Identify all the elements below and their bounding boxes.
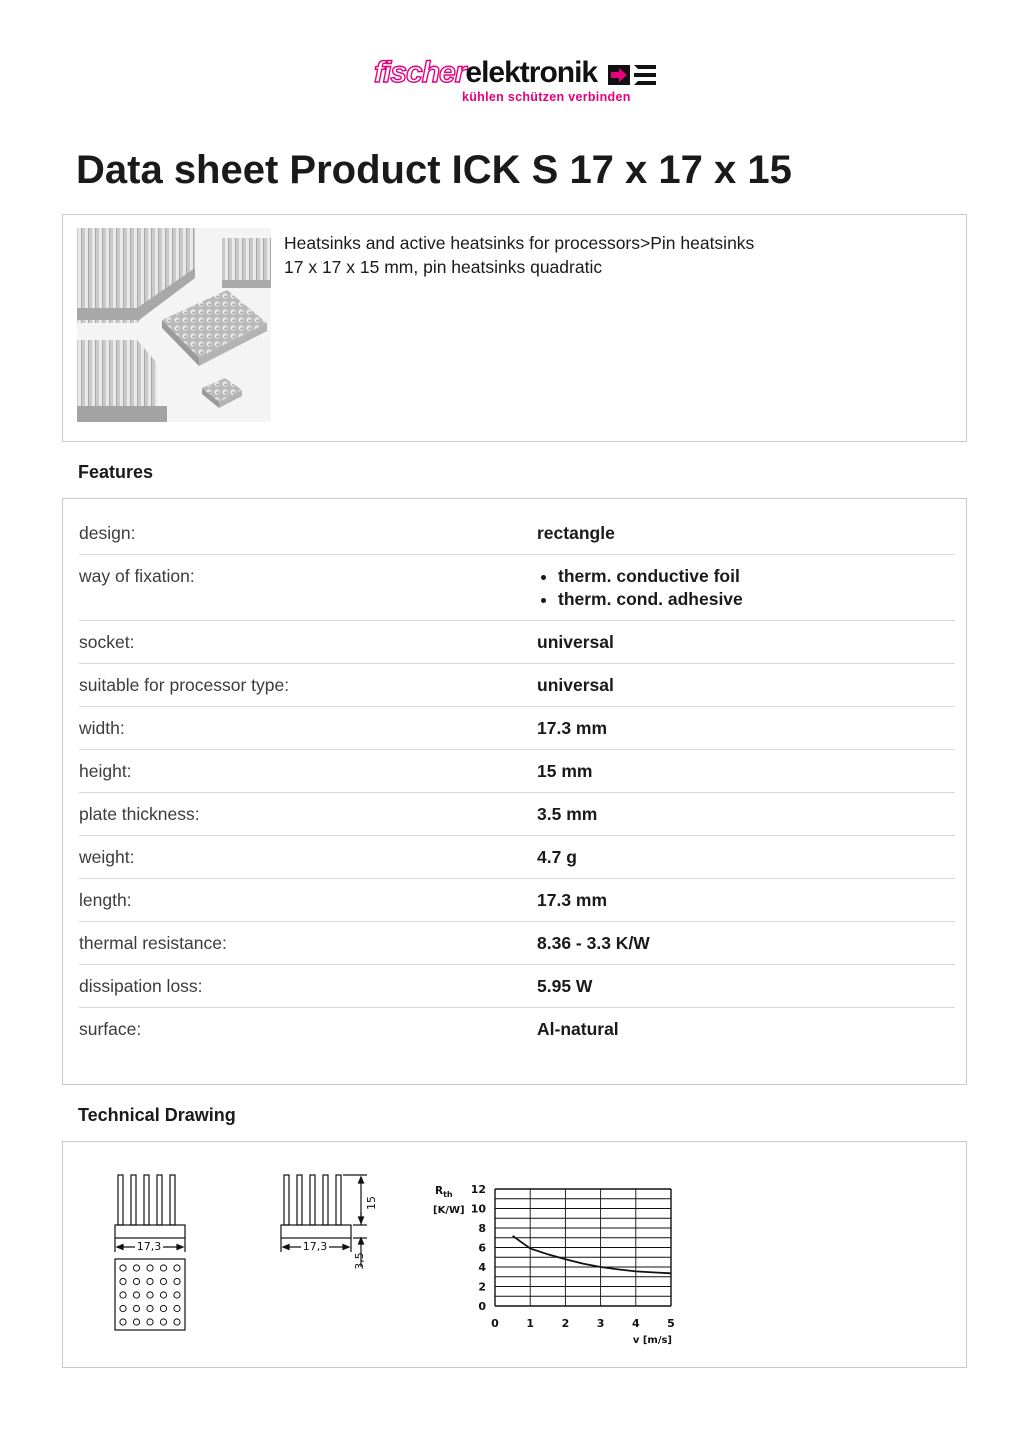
feature-label: dissipation loss: bbox=[79, 976, 203, 996]
feature-value: 5.95 W bbox=[537, 976, 593, 996]
feature-row-height bbox=[79, 750, 955, 793]
product-photo bbox=[77, 228, 271, 422]
product-intro-panel bbox=[62, 214, 967, 442]
fixation-option: • therm. conductive foil bbox=[558, 565, 955, 588]
chart-ytick-label: 8 bbox=[478, 1222, 486, 1235]
feature-row-socket bbox=[79, 621, 955, 664]
feature-label: socket: bbox=[79, 632, 135, 652]
pin-circle bbox=[133, 1319, 139, 1325]
side-height-dim: 15 bbox=[365, 1196, 378, 1210]
feature-label: way of fixation: bbox=[79, 566, 195, 586]
technical-drawing bbox=[63, 1142, 968, 1369]
chart-ylabel-sub: th bbox=[443, 1190, 453, 1199]
chart-xtick-label: 5 bbox=[667, 1317, 675, 1330]
thermal-resistance-chart bbox=[433, 1183, 675, 1346]
page-title: Data sheet Product ICK S 17 x 17 x 15 bbox=[76, 148, 792, 192]
chart-ytick-label: 6 bbox=[478, 1241, 486, 1255]
product-description bbox=[284, 231, 754, 279]
side-width-dim: 17,3 bbox=[302, 1240, 328, 1253]
features-panel bbox=[62, 498, 967, 1085]
chart-ytick-label: 12 bbox=[470, 1183, 486, 1196]
feature-label: surface: bbox=[79, 1019, 142, 1039]
chart-xtick-label: 1 bbox=[526, 1317, 535, 1330]
pin-circle bbox=[174, 1292, 180, 1298]
pin-circle bbox=[133, 1265, 139, 1271]
chart-xtick-label: 0 bbox=[491, 1317, 499, 1330]
brand-logo bbox=[374, 56, 664, 106]
feature-value: 15 mm bbox=[537, 761, 593, 781]
feature-value: 8.36 - 3.3 K/W bbox=[537, 933, 650, 953]
feature-row-thermal-resistance bbox=[79, 922, 955, 965]
feature-label: weight: bbox=[79, 847, 135, 867]
feature-label: plate thickness: bbox=[79, 804, 200, 824]
pin-circle bbox=[120, 1278, 126, 1284]
pin-circle bbox=[133, 1278, 139, 1284]
pin-circle bbox=[174, 1319, 180, 1325]
fixation-option: • therm. cond. adhesive bbox=[558, 588, 955, 611]
feature-value: 3.5 mm bbox=[537, 804, 598, 824]
pin-circle bbox=[120, 1319, 126, 1325]
feature-value-list bbox=[537, 555, 955, 621]
feature-row-length bbox=[79, 879, 955, 922]
pin-circle bbox=[147, 1265, 153, 1271]
brand-slogan: kühlen schützen verbinden bbox=[462, 90, 631, 104]
pin-circle bbox=[147, 1305, 153, 1311]
pin-circle bbox=[147, 1292, 153, 1298]
feature-label: suitable for processor type: bbox=[79, 675, 290, 695]
product-summary: 17 x 17 x 15 mm, pin heatsinks quadratic bbox=[284, 257, 603, 277]
chart-ytick-label: 4 bbox=[478, 1261, 486, 1274]
technical-drawing-heading: Technical Drawing bbox=[78, 1105, 236, 1125]
top-view-drawing bbox=[115, 1259, 185, 1330]
pin-circle bbox=[160, 1292, 166, 1298]
pin-circle bbox=[147, 1278, 153, 1284]
feature-row-dissipation-loss bbox=[79, 965, 955, 1008]
feature-row-weight bbox=[79, 836, 955, 879]
features-heading: Features bbox=[78, 462, 154, 482]
chart-ytick-label: 2 bbox=[478, 1280, 486, 1294]
brand-name-fischer: fischer bbox=[374, 56, 466, 89]
features-table bbox=[79, 512, 955, 1050]
chart-ytick-label: 0 bbox=[478, 1300, 486, 1313]
chart-ylabel-main: R bbox=[435, 1185, 444, 1197]
feature-row-plate-thickness bbox=[79, 793, 955, 836]
feature-label: height: bbox=[79, 761, 132, 781]
feature-label: length: bbox=[79, 890, 132, 910]
product-category: Heatsinks and active heatsinks for processors>Pin heatsinks bbox=[284, 233, 755, 253]
pin-circle bbox=[174, 1305, 180, 1311]
chart-series-line bbox=[513, 1236, 671, 1274]
pin-circle bbox=[160, 1265, 166, 1271]
chart-xlabel: v [m/s] bbox=[632, 1335, 672, 1346]
feature-value: 17.3 mm bbox=[537, 890, 608, 910]
pin-circle bbox=[160, 1305, 166, 1311]
front-width-dim: 17,3 bbox=[136, 1240, 162, 1253]
pin-circle bbox=[120, 1305, 126, 1311]
chart-xtick-label: 3 bbox=[596, 1317, 605, 1330]
pin-circle bbox=[120, 1265, 126, 1271]
pin-circle bbox=[120, 1292, 126, 1298]
feature-row-processor-type bbox=[79, 664, 955, 707]
chart-xtick-label: 4 bbox=[631, 1317, 640, 1330]
technical-drawing-panel bbox=[62, 1141, 967, 1368]
chart-ytick-label: 10 bbox=[470, 1202, 486, 1216]
feature-value: Al-natural bbox=[537, 1019, 619, 1039]
pin-circle bbox=[174, 1278, 180, 1284]
feature-row-design bbox=[79, 512, 955, 555]
brand-name-elektronik: elektronik bbox=[465, 56, 598, 89]
pin-circle bbox=[147, 1319, 153, 1325]
feature-value: universal bbox=[537, 632, 614, 652]
chart-xtick-label: 2 bbox=[561, 1317, 570, 1330]
feature-value: 4.7 g bbox=[537, 847, 577, 867]
brand-wordmark bbox=[374, 56, 597, 90]
pin-circle bbox=[133, 1292, 139, 1298]
feature-value: 17.3 mm bbox=[537, 718, 608, 738]
feature-row-surface bbox=[79, 1008, 955, 1051]
feature-row-width bbox=[79, 707, 955, 750]
plate-thickness-dim: 3,5 bbox=[353, 1252, 366, 1270]
brand-arrow-icon bbox=[608, 62, 660, 88]
feature-label: thermal resistance: bbox=[79, 933, 227, 953]
pin-circle bbox=[174, 1265, 180, 1271]
pin-circle bbox=[160, 1278, 166, 1284]
feature-label: design: bbox=[79, 523, 136, 543]
feature-value: rectangle bbox=[537, 523, 615, 543]
chart-ylabel bbox=[435, 1185, 453, 1199]
pin-grid bbox=[120, 1265, 180, 1325]
pin-circle bbox=[133, 1305, 139, 1311]
feature-label: width: bbox=[79, 718, 125, 738]
pin-circle bbox=[160, 1319, 166, 1325]
feature-row-fixation bbox=[79, 555, 955, 621]
chart-yunit: [K/W] bbox=[433, 1205, 465, 1216]
feature-value: universal bbox=[537, 675, 614, 695]
